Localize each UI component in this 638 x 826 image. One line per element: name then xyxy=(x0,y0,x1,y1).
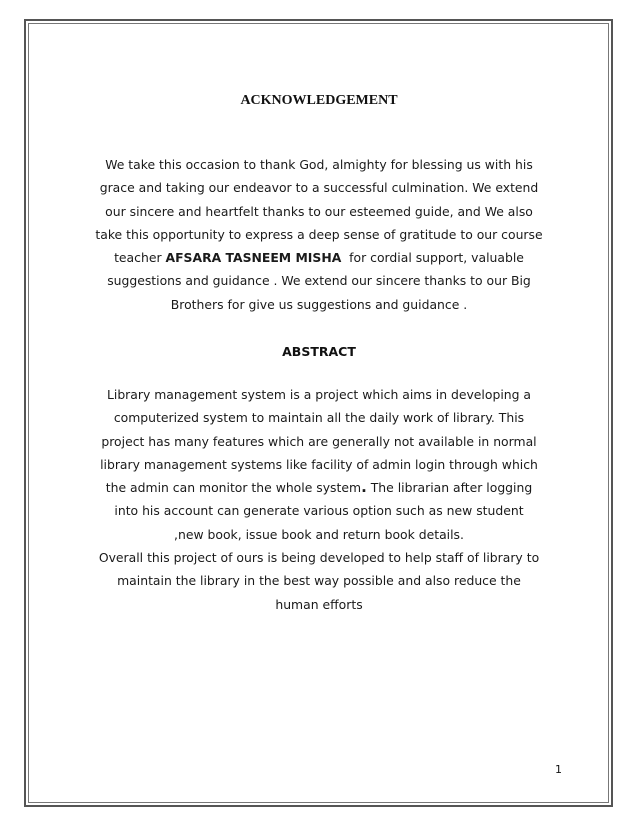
abstract-line: Library management system is a project which aims in developing a xyxy=(106,387,532,402)
abstract-paragraph xyxy=(40,383,598,616)
abstract-line: project has many features which are generally not available in normal xyxy=(101,433,537,449)
librarian-text: The librarian after logging xyxy=(366,480,533,496)
abstract-heading: ABSTRACT xyxy=(282,344,356,359)
acknowledgement-paragraph xyxy=(40,153,598,316)
ack-line: our sincere and heartfelt thanks to our esteemed guide, and We also xyxy=(105,203,533,219)
abstract-line: human efforts xyxy=(275,596,363,612)
ack-line: take this opportunity to express a deep sense of gratitude to our course xyxy=(95,226,543,242)
teacher-suffix: for cordial support, valuable xyxy=(349,250,524,266)
abstract-line: maintain the library in the best way possible and also reduce the xyxy=(117,573,521,589)
ack-line: We take this occasion to thank God, almighty for blessing us with his xyxy=(105,157,533,172)
abstract-line-system xyxy=(40,476,598,499)
teacher-prefix: teacher xyxy=(114,250,162,266)
page-number: 1 xyxy=(555,763,562,776)
abstract-line: computerized system to maintain all the daily work of library. This xyxy=(113,410,525,426)
teacher-name: AFSARA TASNEEM MISHA xyxy=(165,250,342,266)
system-text: the admin can monitor the whole system xyxy=(105,480,362,496)
abstract-line: into his account can generate various option such as new student xyxy=(114,503,524,519)
acknowledgement-heading: ACKNOWLEDGEMENT xyxy=(240,93,398,108)
ack-line: Brothers for give us suggestions and guidance . xyxy=(170,296,468,312)
abstract-line: ,new book, issue book and return book details. xyxy=(174,526,464,542)
abstract-line: library management systems like facility of admin login through which xyxy=(100,456,538,472)
abstract-line: Overall this project of ours is being developed to help staff of library to xyxy=(98,550,540,566)
ack-line: grace and taking our endeavor to a successful culmination. We extend xyxy=(99,180,539,196)
ack-line-teacher xyxy=(40,246,598,269)
system-dot: . xyxy=(361,478,367,497)
ack-line: suggestions and guidance . We extend our sincere thanks to our Big xyxy=(107,273,531,289)
